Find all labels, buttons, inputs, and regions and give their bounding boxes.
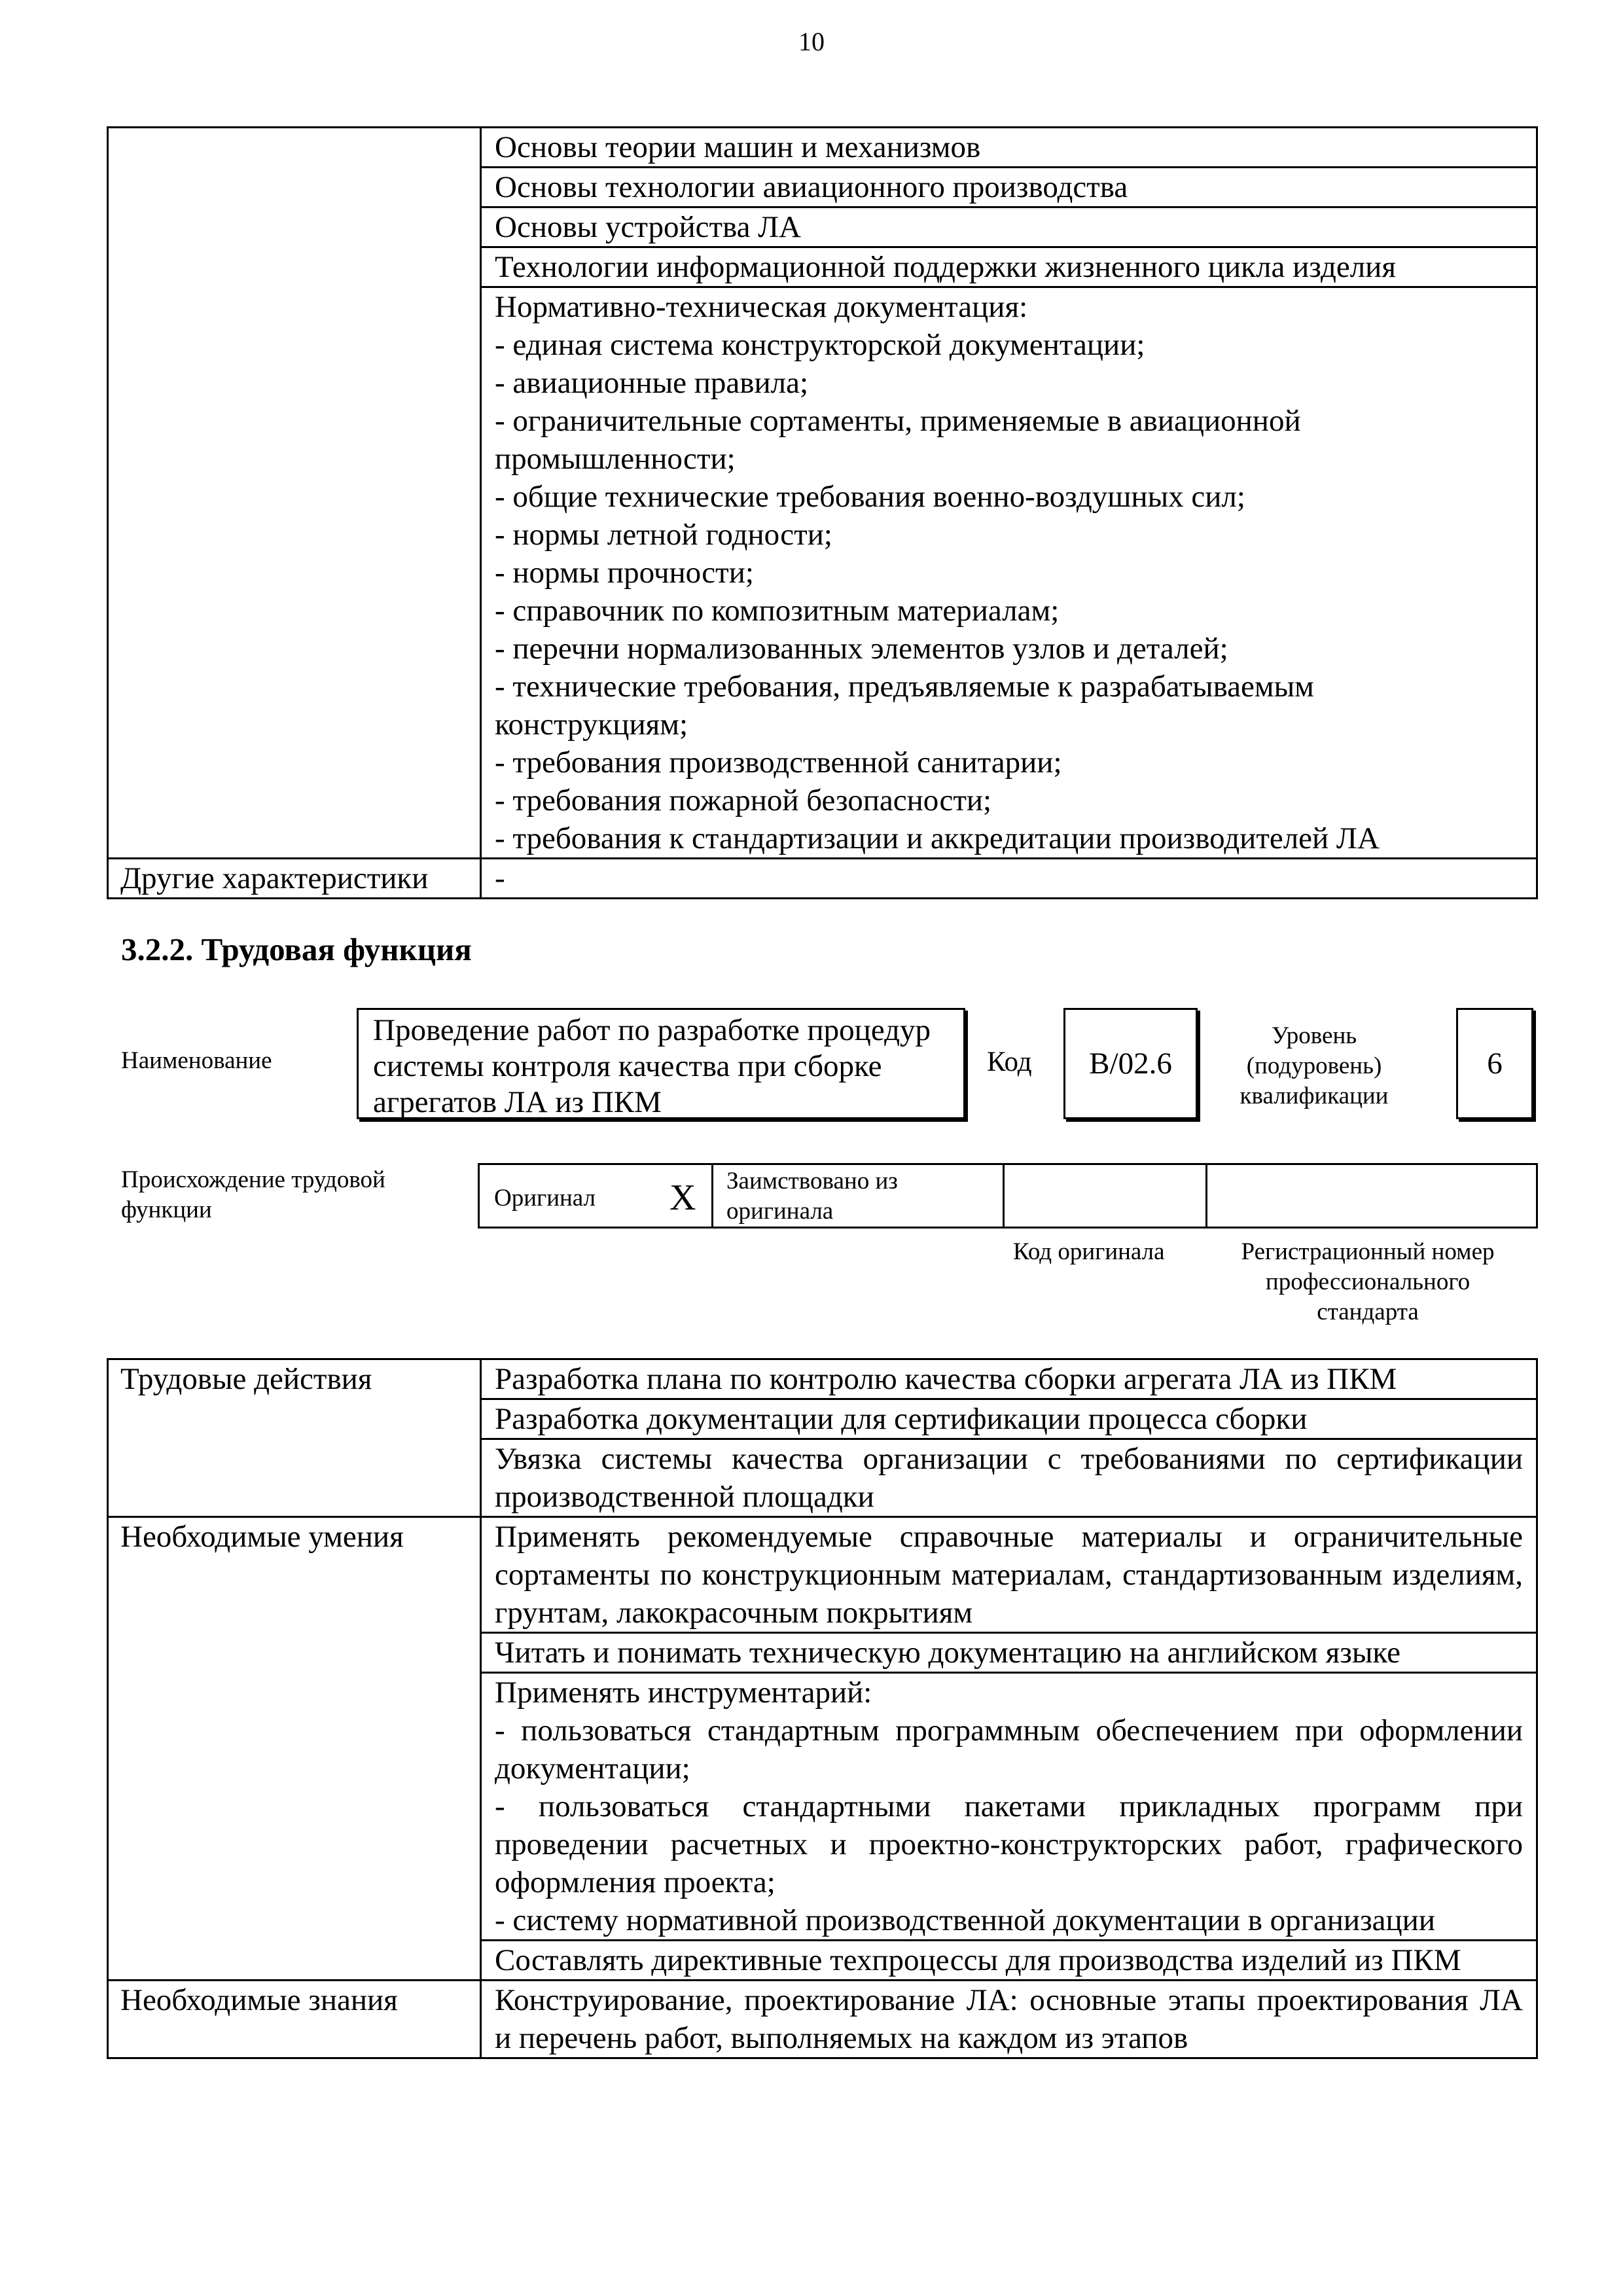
knowledge-table-continued bbox=[107, 126, 1538, 899]
skill-line: - пользоваться стандартным программным обеспечением при оформлении документации; bbox=[495, 1713, 1523, 1785]
labour-function-table bbox=[107, 1358, 1538, 2059]
original-label: Оригинал bbox=[494, 1185, 596, 1211]
borrowed-label: Заимствовано из оригинала bbox=[726, 1168, 898, 1225]
other-characteristics-label: Другие характеристики bbox=[108, 859, 481, 899]
normative-line: - требования к стандартизации и аккредитации производителей ЛА bbox=[495, 821, 1380, 855]
normative-line: - требования пожарной безопасности; bbox=[495, 783, 992, 817]
skill-item: Читать и понимать техническую документацию на английском языке bbox=[481, 1633, 1537, 1673]
other-characteristics-value: - bbox=[481, 859, 1537, 899]
registration-number-cell bbox=[1207, 1165, 1536, 1227]
normative-line: - авиационные правила; bbox=[495, 366, 808, 400]
level-box bbox=[1456, 1008, 1533, 1119]
normative-line: - нормы летной годности; bbox=[495, 518, 832, 552]
skill-line: Применять инструментарий: bbox=[495, 1676, 872, 1710]
skill-item: Составлять директивные техпроцессы для производства изделий из ПКМ bbox=[481, 1941, 1537, 1981]
normative-line: - нормы прочности; bbox=[495, 556, 754, 590]
normative-line: - единая система конструкторской документации; bbox=[495, 328, 1145, 362]
skill-line: - пользоваться стандартными пакетами прикладных программ при проведении расчетных и проектно-конструкторских работ, графического оформления проекта; bbox=[495, 1789, 1523, 1899]
normative-line: Нормативно-техническая документация: bbox=[495, 290, 1028, 324]
skill-line: - систему нормативной производственной документации в организации bbox=[495, 1903, 1435, 1937]
labour-action: Увязка системы качества организации с требованиями по сертификации производственной площадки bbox=[481, 1439, 1537, 1517]
function-name: Проведение работ по разработке процедур системы контроля качества при сборке агрегатов ЛА из ПКМ bbox=[373, 1013, 931, 1119]
labour-action: Разработка документации для сертификации процесса сборки bbox=[481, 1399, 1537, 1439]
normative-line: - технические требования, предъявляемые к разрабатываемым конструкциям; bbox=[495, 670, 1314, 742]
original-mark: X bbox=[669, 1177, 696, 1218]
function-name-box bbox=[357, 1008, 965, 1119]
original-code-caption: Код оригинала bbox=[1013, 1238, 1165, 1265]
normative-line: - общие технические требования военно-воздушных сил; bbox=[495, 480, 1245, 514]
skill-item-tools bbox=[481, 1673, 1537, 1941]
knowledge-row: Основы устройства ЛА bbox=[481, 207, 1537, 247]
code-value: В/02.6 bbox=[1089, 1047, 1172, 1081]
labour-action: Разработка плана по контролю качества сборки агрегата ЛА из ПКМ bbox=[481, 1359, 1537, 1399]
knowledge-row: Технологии информационной поддержки жизненного цикла изделия bbox=[481, 247, 1537, 287]
normative-line: - справочник по композитным материалам; bbox=[495, 594, 1060, 628]
borrowed-cell bbox=[713, 1165, 1005, 1227]
level-value: 6 bbox=[1487, 1047, 1503, 1081]
name-label: Наименование bbox=[121, 1047, 272, 1074]
required-skills-label: Необходимые умения bbox=[108, 1517, 481, 1981]
knowledge-row: Основы теории машин и механизмов bbox=[481, 128, 1537, 168]
knowledge-item: Конструирование, проектирование ЛА: основные этапы проектирования ЛА и перечень работ, выполняемых на каждом из этапов bbox=[481, 1981, 1537, 2058]
code-box bbox=[1063, 1008, 1198, 1119]
registration-caption: Регистрационный номер профессионального стандарта bbox=[1241, 1238, 1495, 1325]
original-code-cell bbox=[1005, 1165, 1207, 1227]
skill-item: Применять рекомендуемые справочные материалы и ограничительные сортаменты по конструкционным материалам, стандартизованным изделиям, грунтам, лакокрасочным покрытиям bbox=[481, 1517, 1537, 1633]
origin-table bbox=[478, 1163, 1538, 1229]
blank-label-cell bbox=[108, 128, 481, 859]
required-knowledge-label: Необходимые знания bbox=[108, 1981, 481, 2058]
normative-docs-cell bbox=[481, 287, 1537, 859]
normative-line: - ограничительные сортаменты, применяемые в авиационной промышленности; bbox=[495, 404, 1301, 476]
page-number: 10 bbox=[798, 27, 825, 56]
normative-line: - перечни нормализованных элементов узлов и деталей; bbox=[495, 632, 1228, 666]
original-cell bbox=[480, 1165, 713, 1227]
normative-line: - требования производственной санитарии; bbox=[495, 745, 1062, 780]
section-heading: 3.2.2. Трудовая функция bbox=[121, 931, 472, 967]
code-label: Код bbox=[987, 1047, 1032, 1077]
origin-label: Происхождение трудовой функции bbox=[121, 1166, 385, 1223]
level-label: Уровень (подуровень) квалификации bbox=[1240, 1022, 1389, 1109]
labour-actions-label: Трудовые действия bbox=[108, 1359, 481, 1517]
knowledge-row: Основы технологии авиационного производства bbox=[481, 168, 1537, 207]
